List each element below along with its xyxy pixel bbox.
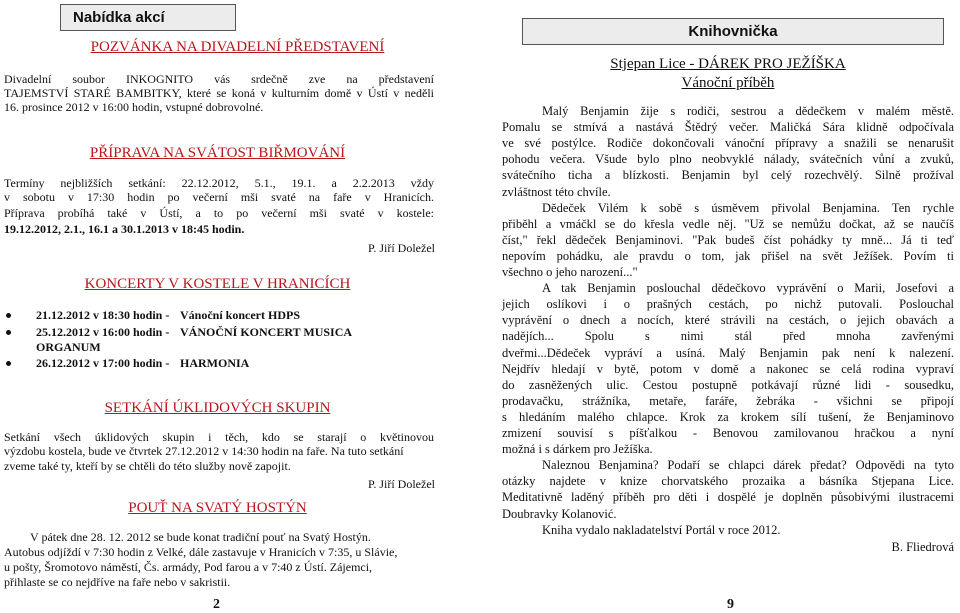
text-line: číst," řekl dědeček Benjaminovi. "Pak budeš číst pohádky ty mně... Já ti teď <box>502 232 954 247</box>
text-line: otázky najdete v knize chorvatského prozaika a básníka Stjepana Lice. <box>502 474 954 489</box>
text-line: Termíny nejbližších setkání: 22.12.2012, 5.1., 19.1. a 2.2.2013 vždy <box>4 176 434 190</box>
text-line: nadějích... Spolu s nimi stál před mnoha zavřenými <box>502 329 954 344</box>
concert-title-cont: ORGANUM <box>36 340 101 354</box>
text-line: možná i s dárkem pro Ježíška. <box>502 442 653 457</box>
heading-pilgrimage: POUŤ NA SVATÝ HOSTÝN <box>128 500 307 516</box>
text-line: Kniha vydalo nakladatelství Portál v roce 2012. <box>542 522 781 537</box>
text-line: všechno o jeho narození..." <box>502 265 638 279</box>
text-line: jejich oslíkovi i o prašných cestách, po nichž putovali. Poslouchal <box>502 297 954 312</box>
concert-date: 21.12.2012 v 18:30 hodin - <box>36 308 170 322</box>
text-line: svátečního ticha a blízkosti. Benjamin byl celý rozechvělý. Silně prožíval <box>502 168 954 183</box>
text-line: Malý Benjamin žije s rodiči, sestrou a dědečkem v malém městě. <box>542 104 954 118</box>
text-line: s hledáním malého chlapce. Krok za krokem sílí tušení, že Benjaminovo <box>502 409 954 424</box>
text-line: Nejdřív hledají v bytě, potom v domě a nakonec se celá rodina vypraví <box>502 361 954 376</box>
text-line: V pátek dne 28. 12. 2012 se bude konat tradiční pouť na Svatý Hostýn. <box>30 530 371 544</box>
text-line: Divadelní soubor INKOGNITO vás srdečně zve na představení <box>4 72 434 86</box>
book-title: Stjepan Lice - DÁREK PRO JEŽÍŠKA <box>610 56 846 72</box>
text-line: 19.12.2012, 2.1., 16.1 a 30.1.2013 v 18:45 hodin. <box>4 222 245 236</box>
heading-theatre: POZVÁNKA NA DIVADELNÍ PŘEDSTAVENÍ <box>90 39 385 55</box>
text-line: přiběhl a vmáčkl se do křesla vedle něj. "Už se nemůžu dočkat, až se naučíš <box>502 216 954 231</box>
text-line: 16. prosince 2012 v 16:00 hodin, vstupné dobrovolné. <box>4 100 264 114</box>
concert-title: VÁNOČNÍ KONCERT MUSICA <box>180 325 353 339</box>
text-line: Příprava probíhá také v Ústí, a to po večerní mši svaté v kostele: <box>4 206 434 220</box>
text-line: TAJEMSTVÍ STARÉ BAMBITKY, které se koná v kulturním domě v Ústí v neděli <box>4 86 434 100</box>
text-line: vyprávění o dnech a nocích, které strávili na cestách, o jejich obavách a <box>502 313 954 328</box>
text-line: dveřmi...Dědeček vypráví a usíná. Malý Benjamin pak není k nalezení. <box>502 345 954 360</box>
text-line: Meditativně laděný příběh pro děti i dospělé je doplněn působivými ilustracemi <box>502 490 954 505</box>
signature: P. Jiří Doležel <box>368 477 435 491</box>
text-line: zveme také ty, kteří by se chtěli do této služby nově zapojit. <box>4 459 291 473</box>
concert-title: Vánoční koncert HDPS <box>180 308 300 322</box>
bullet <box>6 313 11 318</box>
text-line: u pošty, Šromotovo náměstí, Čs. armády, Pod farou a v 7:40 z Ústí. Zájemci, <box>4 560 373 574</box>
text-line: Naleznou Benjamina? Podaří se chlapci dárek předat? Odpovědi na tyto <box>542 458 954 473</box>
heading-confirmation: PŘÍPRAVA NA SVÁTOST BIŘMOVÁNÍ <box>89 145 346 161</box>
text-line: Autobus odjíždí v 7:30 hodin z Velké, dále zastavuje v Hranicích v 7:35, u Slávie, <box>4 545 398 559</box>
concert-date: 25.12.2012 v 16:00 hodin - <box>36 325 170 339</box>
text-line: pohodu večera. Všude bylo plno neobvyklé nálady, svátečních vůní a zvuků, <box>502 152 954 167</box>
bullet <box>6 330 11 335</box>
page-number: 2 <box>213 597 220 612</box>
text-line: Dědeček Vilém k sobě s úsměvem přivolal Benjamina. Ten rychle <box>542 200 954 215</box>
text-line: do zasněžených ulic. Cestou postupně potkávají různé lidi - sousedku, <box>502 377 954 392</box>
text-line: zvláštnost této chvíle. <box>502 184 611 199</box>
text-line: Doubravky Kolanović. <box>502 506 617 521</box>
page-number: 9 <box>727 597 734 612</box>
text-line: výzdobu kostela, bude ve čtvrtek 27.12.2012 v 14:30 hodin na faře. Na tuto setkání <box>4 444 404 458</box>
text-line: A tak Benjamin poslouchal dědečkovo vyprávění o Marii, Josefovi a <box>542 281 954 296</box>
heading-cleaning: SETKÁNÍ ÚKLIDOVÝCH SKUPIN <box>104 400 331 416</box>
signature: P. Jiří Doležel <box>368 241 435 255</box>
concert-date: 26.12.2012 v 17:00 hodin - <box>36 356 170 370</box>
text-line: prodavačku, strážníka, metaře, faráře, žebráka - všichni se připojí <box>502 393 954 408</box>
text-line: Pomalu se stmívá a nastává Štědrý večer. Maličká Sára klidně odpočívala <box>502 120 954 135</box>
text-line: ve své postýlce. Rodiče dokončovali vánoční přípravy a snažili se nenarušit <box>502 136 954 151</box>
heading-concerts: KONCERTY V KOSTELE V HRANICÍCH <box>84 276 351 292</box>
bullet <box>6 361 11 366</box>
text-line: nepovím pohádku, ale pravdu o tom, jak přišel na svět Ježíšek. Povím ti <box>502 248 954 263</box>
concert-title: HARMONIA <box>180 356 250 370</box>
book-subtitle: Vánoční příběh <box>681 75 775 91</box>
text-line: zmizení souvisí s píšťalkou - Benovou zamilovanou hračkou a nyní <box>502 426 954 440</box>
signature: B. Fliedrová <box>891 540 954 554</box>
text-line: v sobotu v 17:30 hodin po večerní mši svaté na faře v Hranicích. <box>4 190 434 204</box>
section-box-title: Nabídka akcí <box>60 4 236 31</box>
text-line: přihlaste se co nejdříve na faře nebo v sakristii. <box>4 575 231 589</box>
text-line: Setkání všech úklidových skupin i těch, kdo se starají o květinovou <box>4 430 434 444</box>
section-box-title: Knihovnička <box>522 18 944 45</box>
